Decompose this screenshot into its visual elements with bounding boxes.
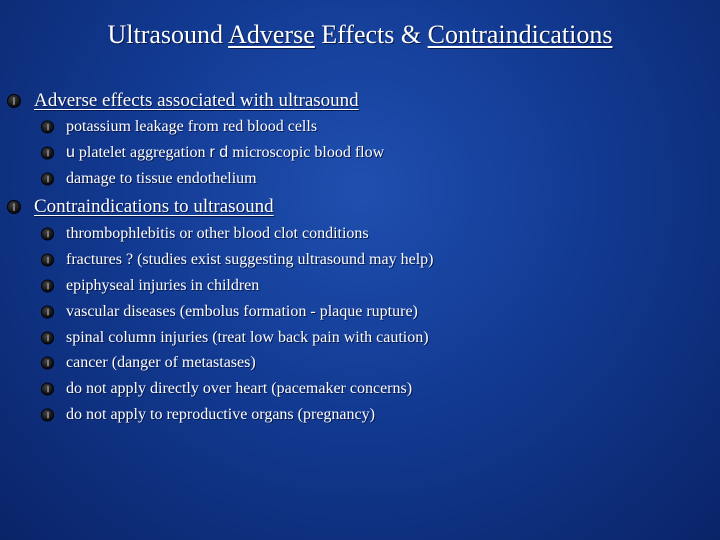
section-heading-text: Contraindications to ultrasound: [34, 196, 274, 217]
bullet-icon: [42, 229, 53, 240]
bullet-icon: [42, 307, 53, 318]
list-item: [0, 249, 720, 271]
title-part-4: Contraindications: [427, 20, 613, 49]
list-item: [0, 142, 720, 164]
list-item: [0, 116, 720, 138]
list-item: [0, 404, 720, 426]
list-item-text: epiphyseal injuries in children: [66, 277, 260, 294]
bullet-icon: [42, 410, 53, 421]
bullet-icon: [42, 148, 53, 159]
list-item: [0, 301, 720, 323]
list-item: [0, 275, 720, 297]
section-heading-adverse-effects: [0, 89, 720, 113]
section-heading-text: Adverse effects associated with ultrasound: [34, 90, 359, 111]
title-part-2: Adverse: [228, 20, 315, 49]
list-item: [0, 327, 720, 349]
title-part-1: Ultrasound: [107, 20, 229, 49]
section-heading-contraindications: [0, 195, 720, 219]
list-item: [0, 352, 720, 374]
bullet-icon: [42, 281, 53, 292]
list-item-text: damage to tissue endothelium: [66, 170, 257, 187]
list-item-text-part: platelet aggregation: [78, 144, 206, 161]
bullet-icon: [8, 95, 20, 107]
bullet-icon: [42, 122, 53, 133]
bullet-icon: [8, 201, 20, 213]
bullet-icon: [42, 358, 53, 369]
list-item: [0, 378, 720, 400]
symbol-glyph: u: [66, 144, 75, 161]
list-item-text: do not apply to reproductive organs (pregnancy): [66, 406, 375, 423]
list-item: [0, 168, 720, 190]
symbol-glyph: r d: [209, 144, 229, 161]
list-item: [0, 223, 720, 245]
list-item-text: thrombophlebitis or other blood clot conditions: [66, 225, 369, 242]
list-item-text-part: microscopic blood flow: [232, 144, 385, 161]
list-item-text: cancer (danger of metastases): [66, 354, 256, 371]
title-part-3: Effects &: [314, 20, 428, 49]
bullet-icon: [42, 255, 53, 266]
list-item-text: do not apply directly over heart (pacemaker concerns): [66, 380, 413, 397]
list-item-text: [66, 142, 384, 164]
slide-title: [0, 18, 720, 52]
list-item-text: vascular diseases (embolus formation - plaque rupture): [66, 303, 418, 320]
bullet-icon: [42, 174, 53, 185]
list-item-text: spinal column injuries (treat low back pain with caution): [66, 329, 429, 346]
bullet-icon: [42, 333, 53, 344]
list-item-text: fractures ? (studies exist suggesting ultrasound may help): [66, 251, 434, 268]
list-item-text: potassium leakage from red blood cells: [66, 118, 318, 135]
bullet-icon: [42, 384, 53, 395]
